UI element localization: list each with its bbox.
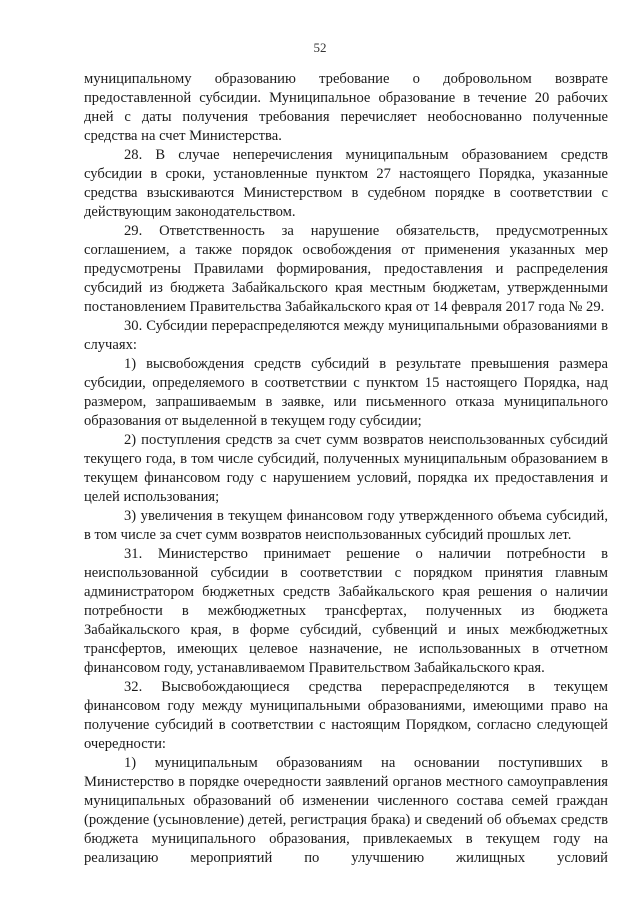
- paragraph-30-item-1: 1) высвобождения средств субсидий в результате превышения размера субсидии, определяемого в соответствии с пунктом 15 настоящего Порядка, над размером, запрашиваемым в заявке, или письменного отказа муниципального образования от выделенной в текущем году субсидии;: [84, 356, 608, 429]
- page-number: 52: [313, 40, 327, 55]
- paragraph-31: 31. Министерство принимает решение о наличии потребности в неиспользованной субсидии в соответствии с порядком принятия главным администратором бюджетных средств Забайкальского края решения о наличии потребности в межбюджетных трансфертах, полученных из бюджета Забайкальского края, в форме субсидий, субвенций и иных межбюджетных трансфертов, имеющих целевое назначение, не использованных в отчетном финансовом году, устанавливаемом Правительством Забайкальского края.: [84, 546, 608, 676]
- paragraph-30-item-2: 2) поступления средств за счет сумм возвратов неиспользованных субсидий текущего года, в том числе субсидий, полученных муниципальным образованием в текущем финансовом году с нарушением условий, порядка их предоставления и целей использования;: [84, 432, 608, 505]
- document-body: [84, 70, 608, 868]
- paragraph-28: 28. В случае неперечисления муниципальным образованием средств субсидии в сроки, установленные пунктом 27 настоящего Порядка, указанные средства взыскиваются Министерством в судебном порядке в соответствии с действующим законодательством.: [84, 147, 608, 220]
- paragraph-30: 30. Субсидии перераспределяются между муниципальными образованиями в случаях:: [84, 318, 608, 353]
- paragraph-continuation: муниципальному образованию требование о добровольном возврате предоставленной субсидии. Муниципальное образование в течение 20 рабочих дней с даты получения требования перечисляет необоснованно полученные средства на счет Министерства.: [84, 71, 608, 144]
- paragraph-32: 32. Высвобождающиеся средства перераспределяются в текущем финансовом году между муниципальными образованиями, имеющими право на получение субсидий в соответствии с настоящим Порядком, согласно следующей очередности:: [84, 679, 608, 752]
- paragraph-29: 29. Ответственность за нарушение обязательств, предусмотренных соглашением, а также порядок освобождения от применения указанных мер предусмотрены Правилами формирования, предоставления и распределения субсидий из бюджета Забайкальского края местным бюджетам, утвержденными постановлением Правительства Забайкальского края от 14 февраля 2017 года № 29.: [84, 223, 608, 315]
- paragraph-32-item-1: 1) муниципальным образованиям на основании поступивших в Министерство в порядке очередности заявлений органов местного самоуправления муниципальных образований об изменении численного состава семей граждан (рождение (усыновление) детей, регистрация брака) и сведений об объемах средств бюджета муниципального образования, привлекаемых в текущем году на реализацию мероприятий по улучшению жилищных условий: [84, 755, 608, 866]
- paragraph-30-item-3: 3) увеличения в текущем финансовом году утвержденного объема субсидий, в том числе за счет сумм возвратов неиспользованных субсидий прошлых лет.: [84, 508, 608, 543]
